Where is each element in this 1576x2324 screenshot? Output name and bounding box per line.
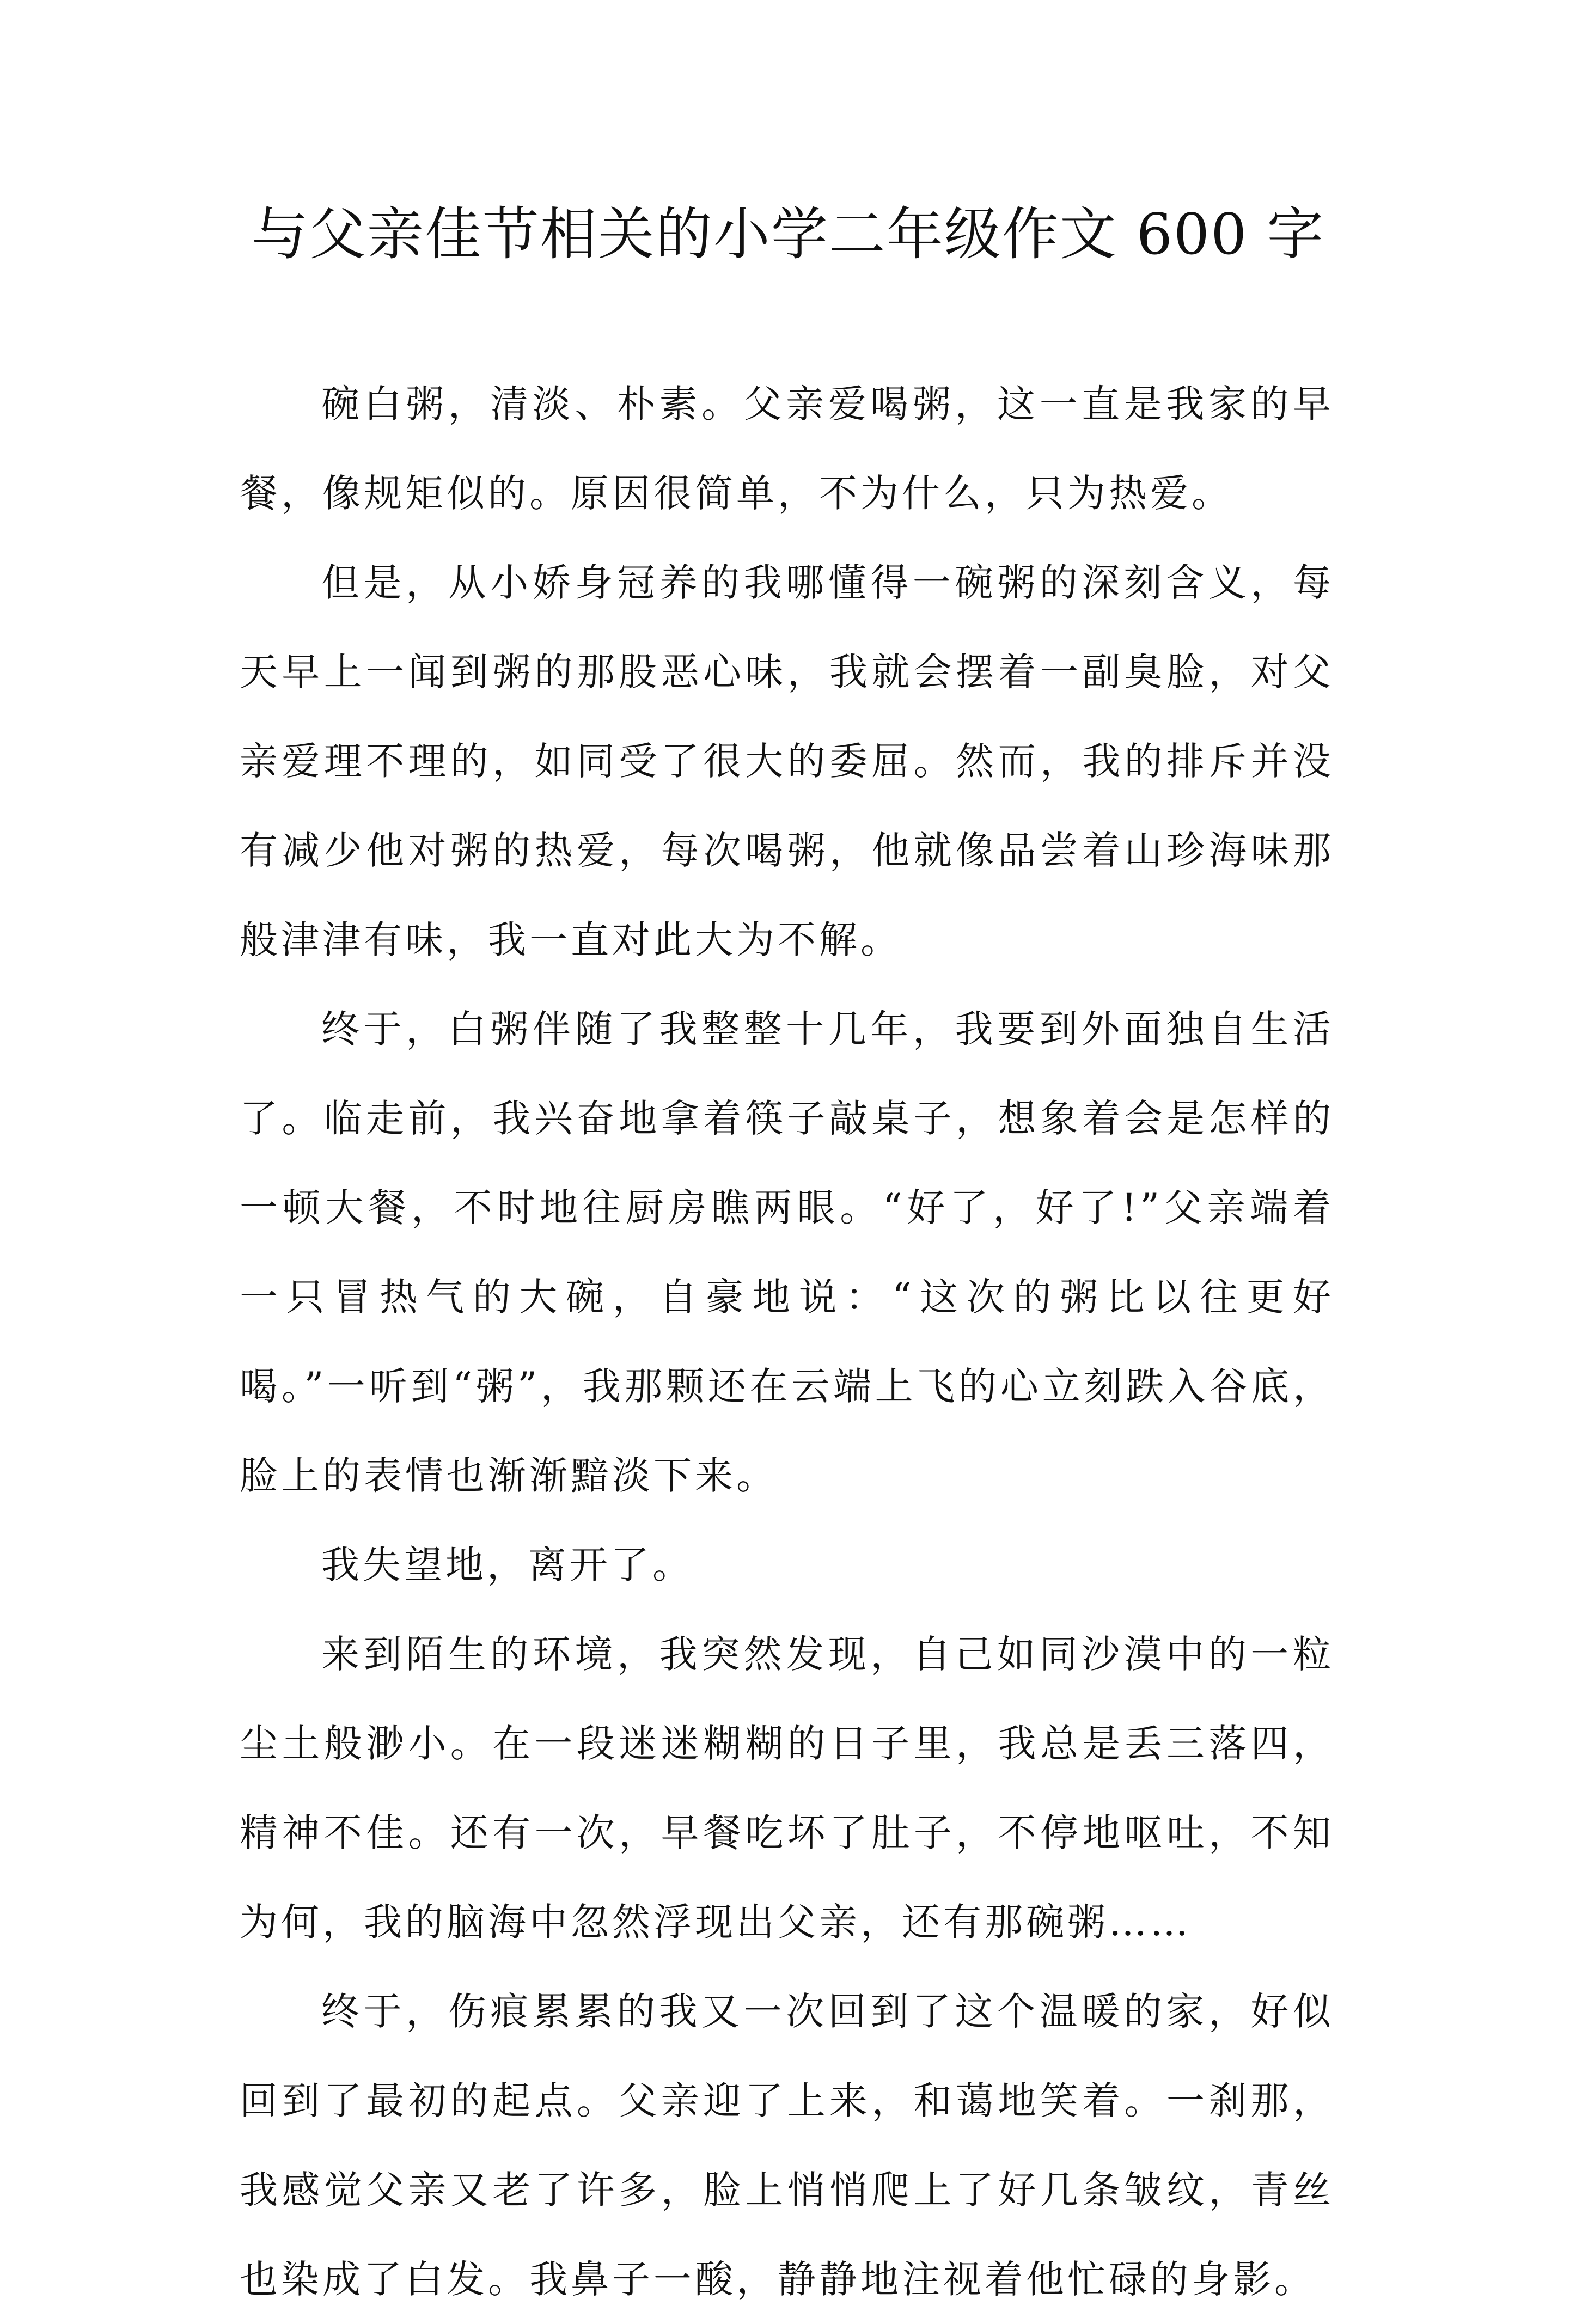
paragraph: 但是，从小娇身冠养的我哪懂得一碗粥的深刻含义，每天早上一闻到粥的那股恶心味，我就会摆着一副臭脸，对父亲爱理不理的，如同受了很大的委屈。然而，我的排斥并没有减少他对粥的热爱，每次喝粥，他就像品尝着山珍海味那般津津有味，我一直对此大为不解。 [240,560,1334,962]
document-body [240,359,1334,2324]
paragraph: 来到陌生的环境，我突然发现，自己如同沙漠中的一粒尘土般渺小。在一段迷迷糊糊的日子里，我总是丢三落四，精神不佳。还有一次，早餐吃坏了肚子，不停地呕吐，不知为何，我的脑海中忽然浮现出父亲，还有那碗粥…… [240,1632,1334,1944]
paragraph: 我失望地，离开了。 [321,1543,694,1587]
paragraph: 碗白粥，清淡、朴素。父亲爱喝粥，这一直是我家的早餐，像规矩似的。原因很简单，不为什么，只为热爱。 [240,382,1334,516]
paragraph: 终于，伤痕累累的我又一次回到了这个温暖的家，好似回到了最初的起点。父亲迎了上来，和蔼地笑着。一刹那，我感觉父亲又老了许多，脸上悄悄爬上了好几条皱纹，青丝也染成了白发。我鼻子一酸，静静地注视着他忙碌的身影。 [240,1989,1334,2302]
document-title: 与父亲佳节相关的小学二年级作文 600 字 [251,201,1325,267]
paragraph: 终于，白粥伴随了我整整十几年，我要到外面独自生活了。临走前，我兴奋地拿着筷子敲桌子，想象着会是怎样的一顿大餐，不时地往厨房瞧两眼。“好了，好了!”父亲端着一只冒热气的大碗，自豪地说：“这次的粥比以往更好喝。”一听到“粥”，我那颗还在云端上飞的心立刻跌入谷底，脸上的表情也渐渐黯淡下来。 [240,1007,1334,1498]
